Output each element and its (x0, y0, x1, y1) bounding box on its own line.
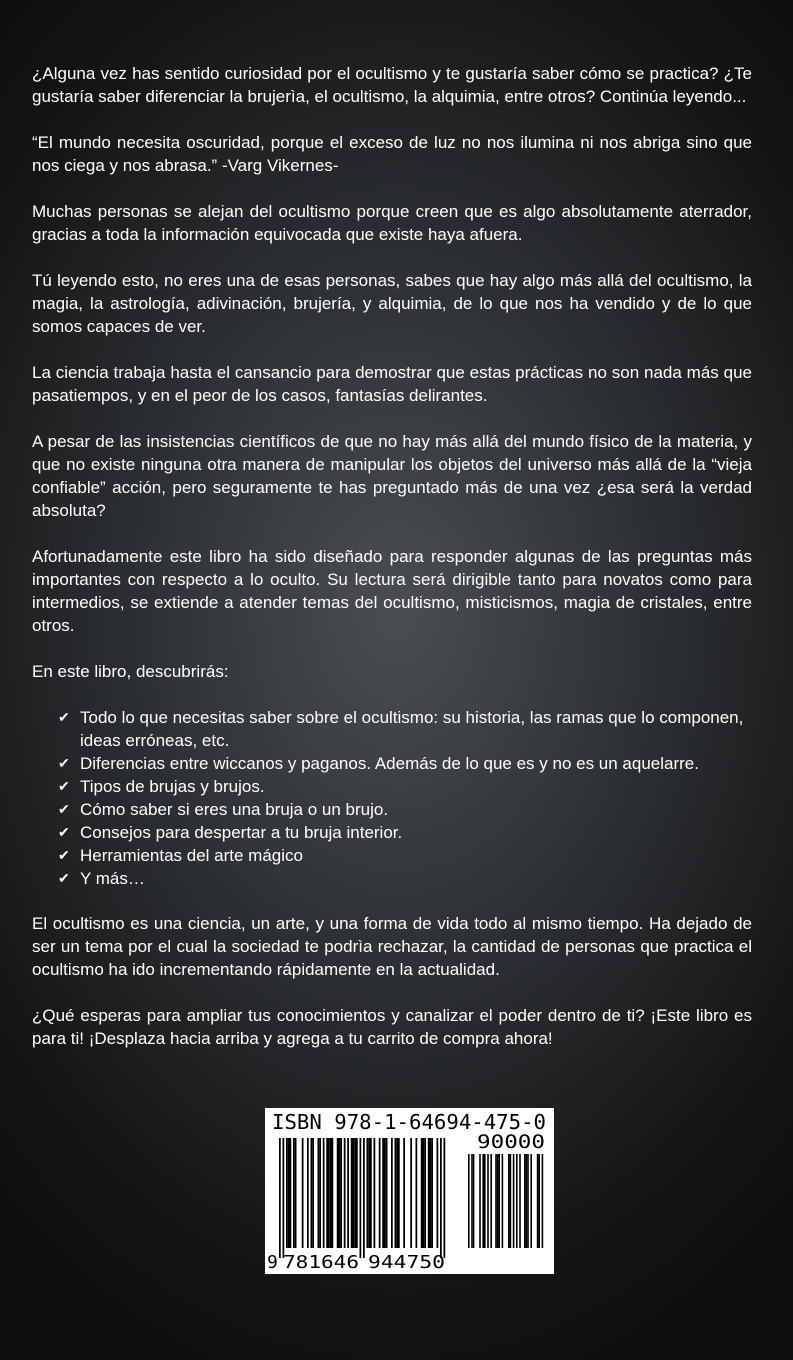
addon-bar (482, 1154, 484, 1248)
barcode-bar (323, 1138, 325, 1248)
addon-bar (519, 1154, 521, 1248)
barcode-bar (384, 1138, 386, 1248)
isbn-label: ISBN 978-1-64694-475-0 (272, 1110, 546, 1134)
list-item: ✔ Cómo saber si eres una bruja o un brujo. (58, 800, 389, 819)
barcode-bar (302, 1138, 304, 1248)
list-item: ✔ Consejos para despertar a tu bruja interior. (58, 823, 403, 842)
barcode-bar (290, 1138, 292, 1248)
addon-bar (468, 1154, 470, 1248)
addon-bar (502, 1154, 504, 1248)
barcode-bar (339, 1138, 341, 1248)
paragraph-5: La ciencia trabaja hasta el cansancio para demostrar que estas prácticas no son nada más que pasatiempos, y en el peor de los casos, fantasías delirantes. (32, 363, 752, 405)
paragraph-6: A pesar de las insistencias científicos de que no hay más allá del mundo físico de la materia, y que no existe ninguna otra manera de manipular los objetos del universo más allá de la “vieja confiable” acción, pero seguramente te has preguntado más de una vez ¿esa será la verdad absoluta? (32, 432, 752, 520)
barcode-bar (295, 1138, 297, 1248)
barcode-bar (416, 1138, 418, 1248)
check-icon: ✔ (58, 755, 70, 771)
barcode-bar (428, 1138, 430, 1248)
barcode-bar (286, 1138, 288, 1248)
ean-left-digits: 781646 (283, 1252, 359, 1273)
addon-bar (508, 1154, 510, 1248)
addon-bar (510, 1154, 512, 1248)
addon-bar (516, 1154, 518, 1248)
barcode-bar (344, 1138, 346, 1248)
addon-bar (497, 1154, 499, 1248)
addon-bar (473, 1154, 475, 1248)
list-item: ✔ Herramientas del arte mágico (58, 846, 303, 865)
barcode-bar (368, 1138, 370, 1248)
barcode-bar (311, 1138, 313, 1248)
barcode-bar (319, 1138, 321, 1248)
barcode-bar (353, 1138, 355, 1248)
barcode-bar (332, 1138, 334, 1248)
quote-paragraph: “El mundo necesita oscuridad, porque el exceso de luz no nos ilumina ni nos abriga sino que nos ciega y nos abrasa.” -Varg Vikernes- (32, 133, 752, 175)
check-icon: ✔ (58, 870, 70, 886)
barcode-bar (351, 1138, 353, 1248)
addon-bar (495, 1154, 497, 1248)
barcode-bar (367, 1138, 369, 1248)
barcode-bar (360, 1138, 362, 1258)
barcode-bar (386, 1138, 388, 1248)
barcode-bar (283, 1138, 285, 1258)
intro-paragraph: ¿Alguna vez has sentido curiosidad por el ocultismo y te gustaría saber cómo se practica? ¿Te gustaría saber diferenciar la brujerìa, el ocultismo, la alquimia, entre otros? Continúa leyendo... (32, 64, 752, 106)
list-item: ✔ Todo lo que necesitas saber sobre el ocultismo: su historia, las ramas que lo componen, ideas erróneas, etc. (58, 708, 744, 750)
barcode-bar (410, 1138, 412, 1248)
barcode-bar (430, 1138, 432, 1248)
barcode-bar (293, 1138, 295, 1248)
addon-bar (526, 1154, 528, 1248)
paragraph-4: Tú leyendo esto, no eres una de esas personas, sabes que hay algo más allá del ocultismo, la magia, la astrología, adivinación, brujería, y alquimia, de lo que nos ha vendido y de lo que somos capaces de ver. (32, 271, 752, 336)
barcode-graphic (265, 1108, 554, 1274)
addon-bar (538, 1154, 540, 1248)
ean-right-digits: 944750 (368, 1252, 445, 1273)
barcode-bar (431, 1138, 433, 1248)
barcode-bar (423, 1138, 425, 1248)
barcode-bar (288, 1138, 290, 1248)
addon-bars (468, 1154, 543, 1248)
barcode-bar (444, 1138, 446, 1258)
list-item: ✔ Y más… (58, 869, 145, 888)
list-intro: En este libro, descubrirás: (32, 662, 229, 681)
ean-bars (279, 1138, 445, 1258)
barcode-bar (326, 1138, 328, 1248)
addon-bar (498, 1154, 500, 1248)
ean-lead-digit: 9 (267, 1252, 278, 1273)
barcode-bar (363, 1138, 365, 1258)
barcode-bar (395, 1138, 397, 1248)
addon-bar (542, 1154, 544, 1248)
barcode-bar (374, 1138, 376, 1248)
check-icon: ✔ (58, 824, 70, 840)
addon-bar (484, 1154, 486, 1248)
barcode-bar (391, 1138, 393, 1248)
barcode-bar (354, 1138, 356, 1248)
back-cover-text (32, 62, 752, 1073)
addon-bar (527, 1154, 529, 1248)
barcode-bar (379, 1138, 381, 1248)
isbn-barcode (265, 1108, 554, 1274)
barcode-bar (312, 1138, 314, 1248)
check-icon: ✔ (58, 801, 70, 817)
barcode-bar (328, 1138, 330, 1248)
check-icon: ✔ (58, 847, 70, 863)
barcode-bar (421, 1138, 423, 1248)
barcode-bar (330, 1138, 332, 1248)
check-icon: ✔ (58, 709, 70, 725)
closing-paragraph-1: El ocultismo es una ciencia, un arte, y una forma de vida todo al mismo tiempo. Ha dejado de ser un tema por el cual la sociedad te podrìa rechazar, la cantidad de personas que practica el ocultismo ha ido incrementando rápidamente en la actualidad. (32, 914, 752, 979)
barcode-bar (318, 1138, 320, 1248)
list-item: ✔ Tipos de brujas y brujos. (58, 777, 265, 796)
barcode-bar (340, 1138, 342, 1248)
addon-bar (530, 1154, 532, 1248)
addon-bar (524, 1154, 526, 1248)
barcode-bar (398, 1138, 400, 1248)
addon-bar (490, 1154, 492, 1248)
barcode-bar (382, 1138, 384, 1248)
paragraph-3: Muchas personas se alejan del ocultismo porque creen que es algo absolutamente aterrador, gracias a toda la información equivocada que existe haya afuera. (32, 202, 752, 244)
addon-bar (487, 1154, 489, 1248)
bullet-list (32, 706, 752, 890)
addon-bar (537, 1154, 539, 1248)
barcode-bar (437, 1138, 439, 1248)
barcode-bar (337, 1138, 339, 1248)
barcode-bar (440, 1138, 442, 1258)
paragraph-7: Afortunadamente este libro ha sido diseñado para responder algunas de las preguntas más importantes con respecto a lo oculto. Su lectura será dirigible tanto para novatos como para intermedios, se extiende a atender temas del ocultismo, misticismos, magia de cristales, entre otros. (32, 547, 752, 635)
check-icon: ✔ (58, 778, 70, 794)
price-code: 90000 (477, 1131, 545, 1153)
barcode-bar (424, 1138, 426, 1248)
barcode-bar (279, 1138, 281, 1258)
addon-bar (513, 1154, 515, 1248)
barcode-bar (370, 1138, 372, 1248)
addon-bar (471, 1154, 473, 1248)
list-item: ✔ Diferencias entre wiccanos y paganos. Además de lo que es y no es un aquelarre. (58, 754, 699, 773)
addon-bar (479, 1154, 481, 1248)
barcode-bar (307, 1138, 309, 1248)
barcode-bar (347, 1138, 349, 1248)
closing-paragraph-2: ¿Qué esperas para ampliar tus conocimientos y canalizar el poder dentro de ti? ¡Este libro es para ti! ¡Desplaza hacia arriba y agrega a tu carrito de compra ahora! (32, 1006, 752, 1048)
barcode-bar (396, 1138, 398, 1248)
barcode-bar (356, 1138, 358, 1248)
barcode-bar (403, 1138, 405, 1248)
